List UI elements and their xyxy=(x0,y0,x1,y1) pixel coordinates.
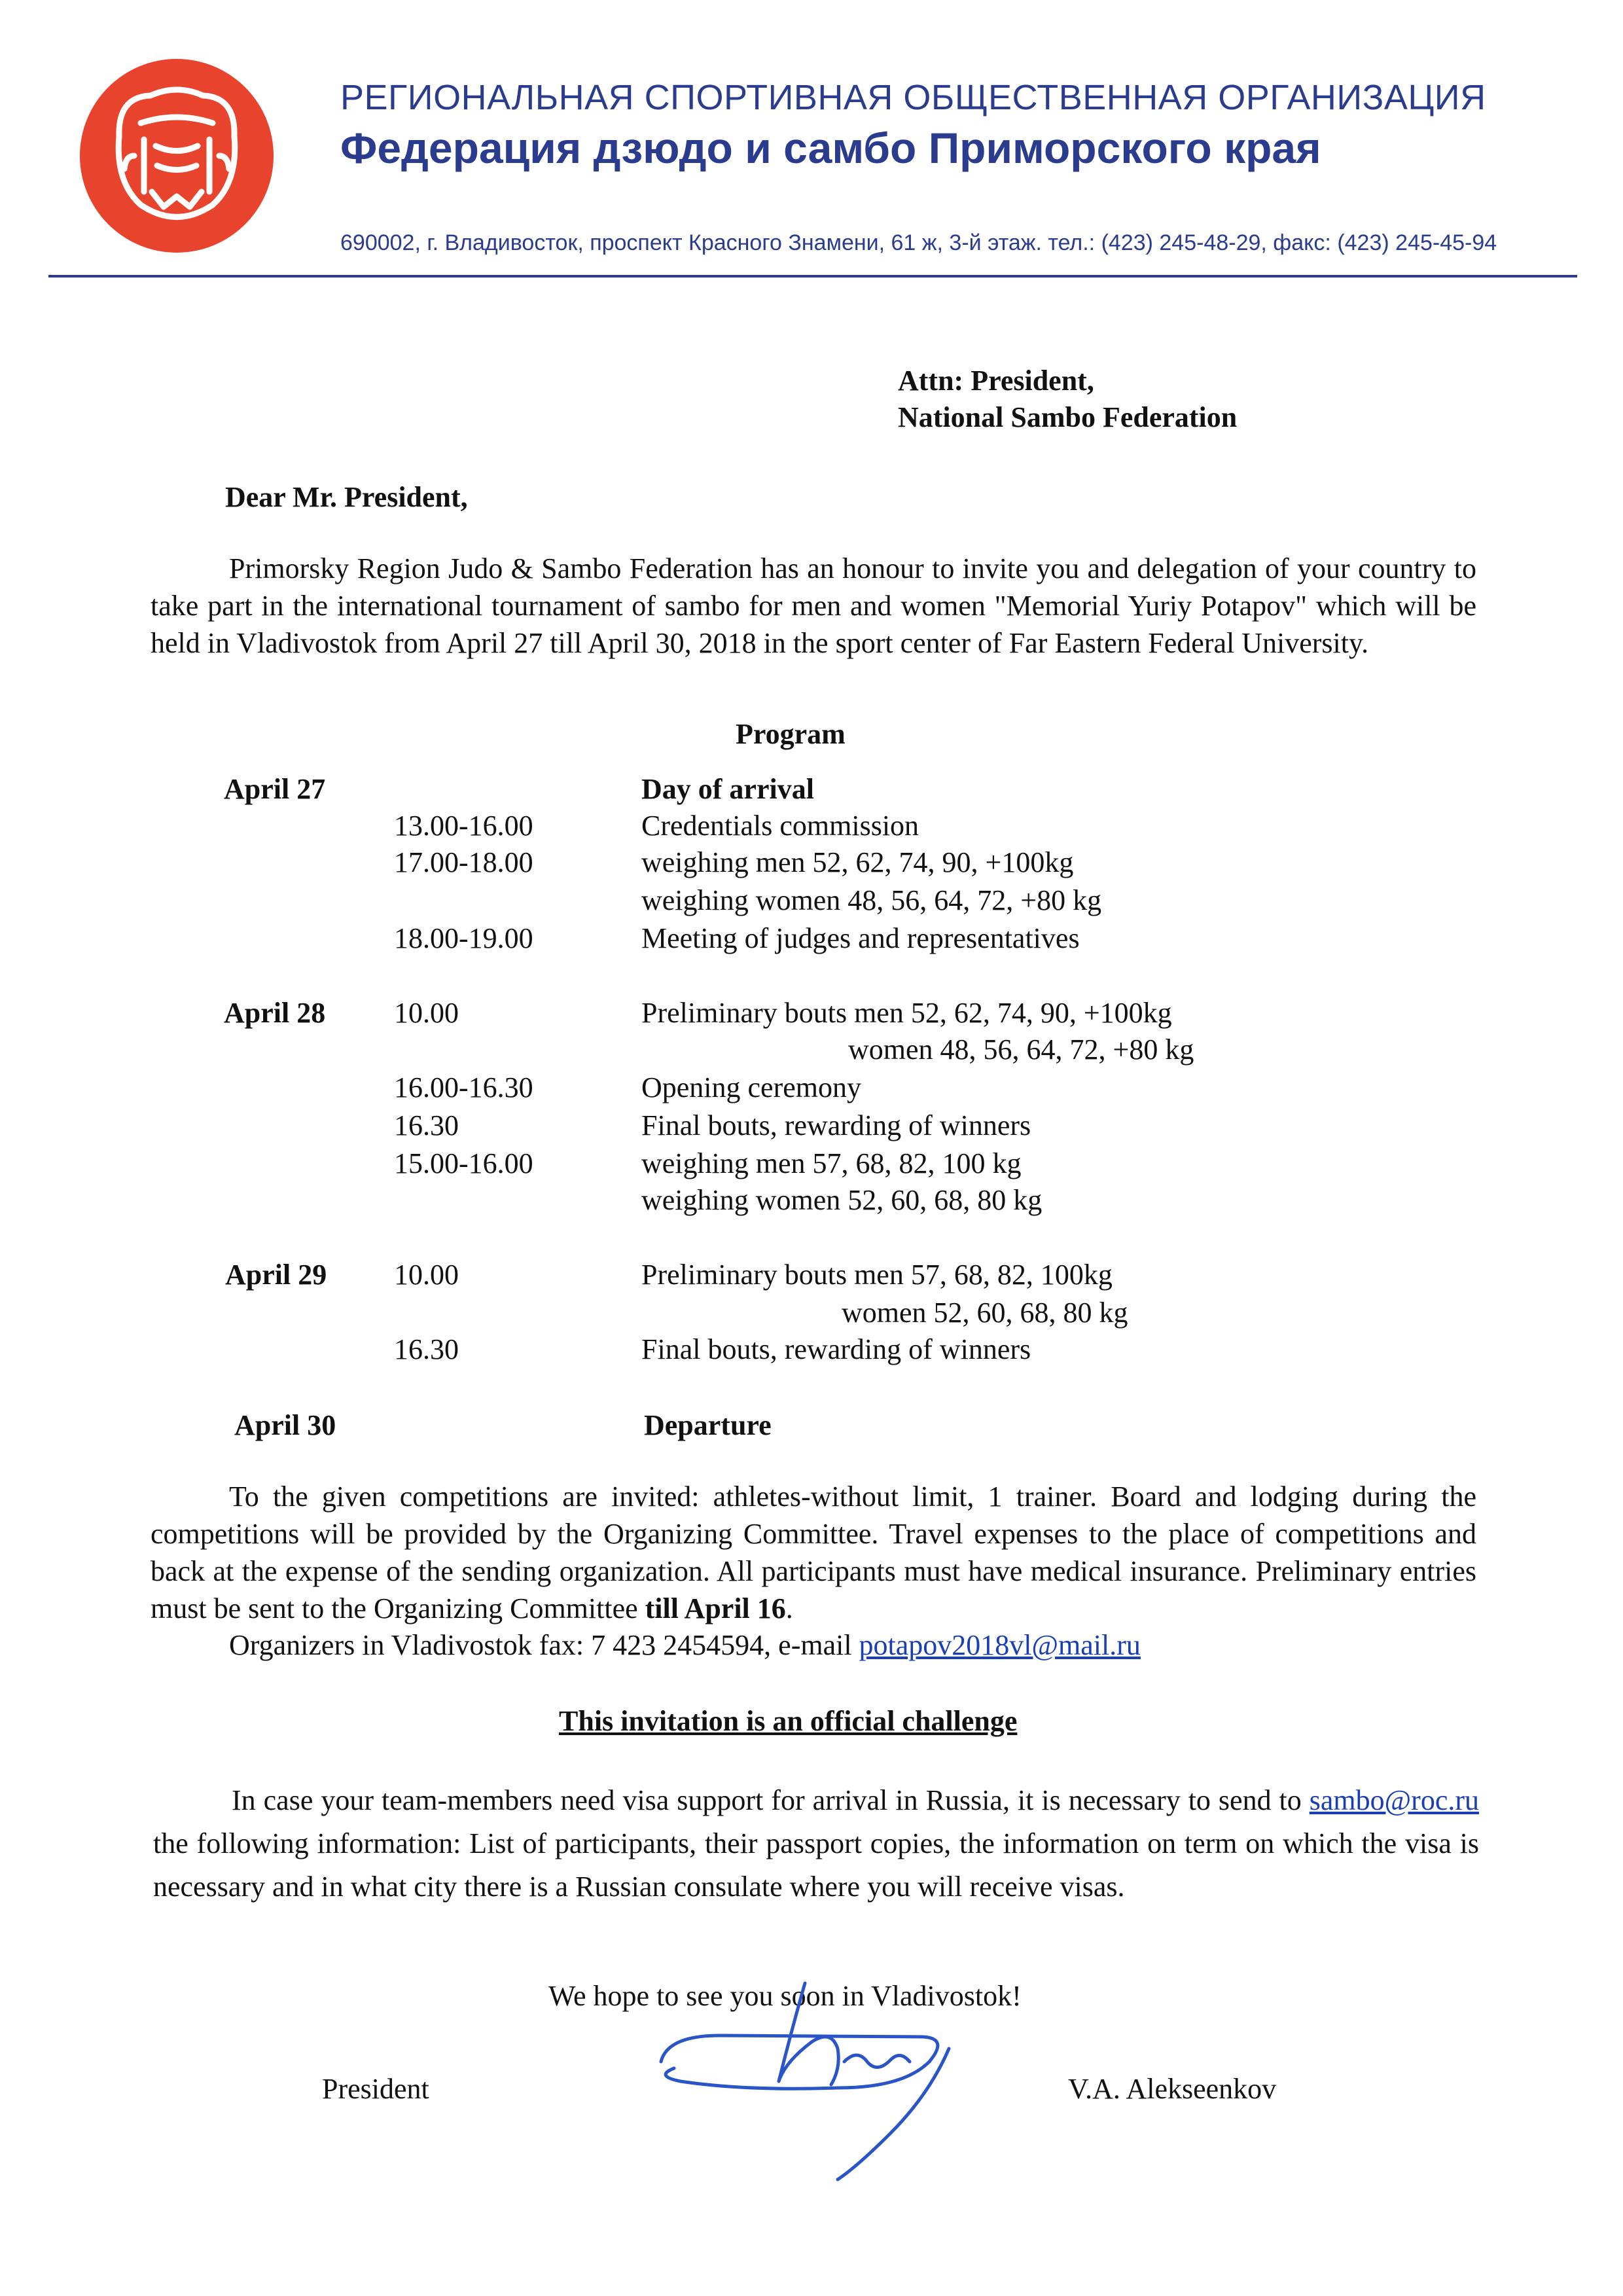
program-heading: Program xyxy=(736,718,846,750)
visa-email-link[interactable]: sambo@roc.ru xyxy=(1309,1784,1479,1816)
conditions-paragraph xyxy=(151,1478,1476,1627)
day-date: April 29 xyxy=(225,1259,327,1291)
organizers-email-link[interactable]: potapov2018vl@mail.ru xyxy=(859,1629,1141,1661)
visa-paragraph xyxy=(153,1779,1479,1909)
conditions-text: To the given competitions are invited: athletes-without limit, 1 trainer. Board and lodging during the competitions will be provided by the Organizing Committee. Travel expenses to the place of competitions and back at the expense of the sending organization. All participants must have medical insurance. Preliminary entries must be sent to the Organizing Committee xyxy=(151,1480,1476,1624)
schedule-item: Opening ceremony xyxy=(641,1071,861,1103)
schedule-time: 18.00-19.00 xyxy=(394,922,533,954)
schedule-item: Meeting of judges and representatives xyxy=(641,922,1080,954)
federation-logo xyxy=(79,58,275,254)
signoff-name: V.A. Alekseenkov xyxy=(1068,2073,1277,2105)
day-date: April 28 xyxy=(224,997,326,1029)
day-title: Day of arrival xyxy=(641,773,814,805)
letterhead-rule xyxy=(48,275,1577,278)
signoff-title: President xyxy=(322,2073,429,2105)
day-title: Departure xyxy=(644,1409,772,1441)
entries-deadline: till April 16 xyxy=(645,1592,786,1624)
schedule-item: weighing men 52, 62, 74, 90, +100kg xyxy=(641,846,1074,878)
conditions-end: . xyxy=(785,1592,793,1624)
schedule-time: 16.00-16.30 xyxy=(394,1071,533,1103)
schedule-item: Final bouts, rewarding of winners xyxy=(641,1109,1031,1141)
day-date: April 30 xyxy=(234,1409,336,1441)
schedule-item: women 52, 60, 68, 80 kg xyxy=(842,1297,1128,1329)
schedule-item: Preliminary bouts men 52, 62, 74, 90, +100kg xyxy=(641,997,1172,1029)
visa-text-prefix: In case your team-members need visa support for arrival in Russia, it is necessary to send to xyxy=(232,1784,1310,1816)
official-challenge-heading: This invitation is an official challenge xyxy=(559,1705,1018,1737)
salutation: Dear Mr. President, xyxy=(225,481,468,513)
schedule-item: Credentials commission xyxy=(641,810,919,842)
visa-text-suffix: the following information: List of participants, their passport copies, the information on term on which the visa is necessary and in what city there is a Russian consulate where you will receive visas. xyxy=(153,1827,1479,1903)
day-date: April 27 xyxy=(224,773,326,805)
schedule-time: 16.30 xyxy=(394,1333,459,1365)
schedule-item: weighing women 48, 56, 64, 72, +80 kg xyxy=(641,884,1102,916)
schedule-time: 13.00-16.00 xyxy=(394,810,533,842)
intro-paragraph xyxy=(151,550,1476,662)
org-address: 690002, г. Владивосток, проспект Красного Знамени, 61 ж, 3-й этаж. тел.: (423) 245-48-29, факс: (423) 245-45-94 xyxy=(340,230,1497,255)
org-type: РЕГИОНАЛЬНАЯ СПОРТИВНАЯ ОБЩЕСТВЕННАЯ ОРГАНИЗАЦИЯ xyxy=(340,78,1486,117)
schedule-item: Final bouts, rewarding of winners xyxy=(641,1333,1031,1365)
schedule-time: 17.00-18.00 xyxy=(394,846,533,878)
org-name: Федерация дзюдо и самбо Приморского края xyxy=(340,124,1321,172)
attn-line-2: National Sambo Federation xyxy=(898,401,1238,433)
schedule-time: 16.30 xyxy=(394,1109,459,1141)
schedule-time: 10.00 xyxy=(394,997,459,1029)
schedule-time: 10.00 xyxy=(394,1259,459,1291)
schedule-item: women 48, 56, 64, 72, +80 kg xyxy=(848,1033,1194,1066)
contact-prefix: Organizers in Vladivostok fax: 7 423 2454594, e-mail xyxy=(229,1629,859,1661)
organizers-contact xyxy=(229,1628,1141,1663)
schedule-item: weighing men 57, 68, 82, 100 kg xyxy=(641,1147,1022,1179)
closing-line: We hope to see you soon in Vladivostok! xyxy=(548,1980,1022,2012)
schedule-time: 15.00-16.00 xyxy=(394,1147,533,1179)
attn-line-1: Attn: President, xyxy=(898,365,1094,397)
signature xyxy=(641,1964,1008,2186)
schedule-item: Preliminary bouts men 57, 68, 82, 100kg xyxy=(641,1259,1113,1291)
schedule-item: weighing women 52, 60, 68, 80 kg xyxy=(641,1184,1043,1216)
intro-text: Primorsky Region Judo & Sambo Federation has an honour to invite you and delegation of your country to take part in the international tournament of sambo for men and women "Memorial Yuriy Potapov" which will be held in Vladivostok from April 27 till April 30, 2018 in the sport center of Far Eastern Federal University. xyxy=(151,552,1476,659)
